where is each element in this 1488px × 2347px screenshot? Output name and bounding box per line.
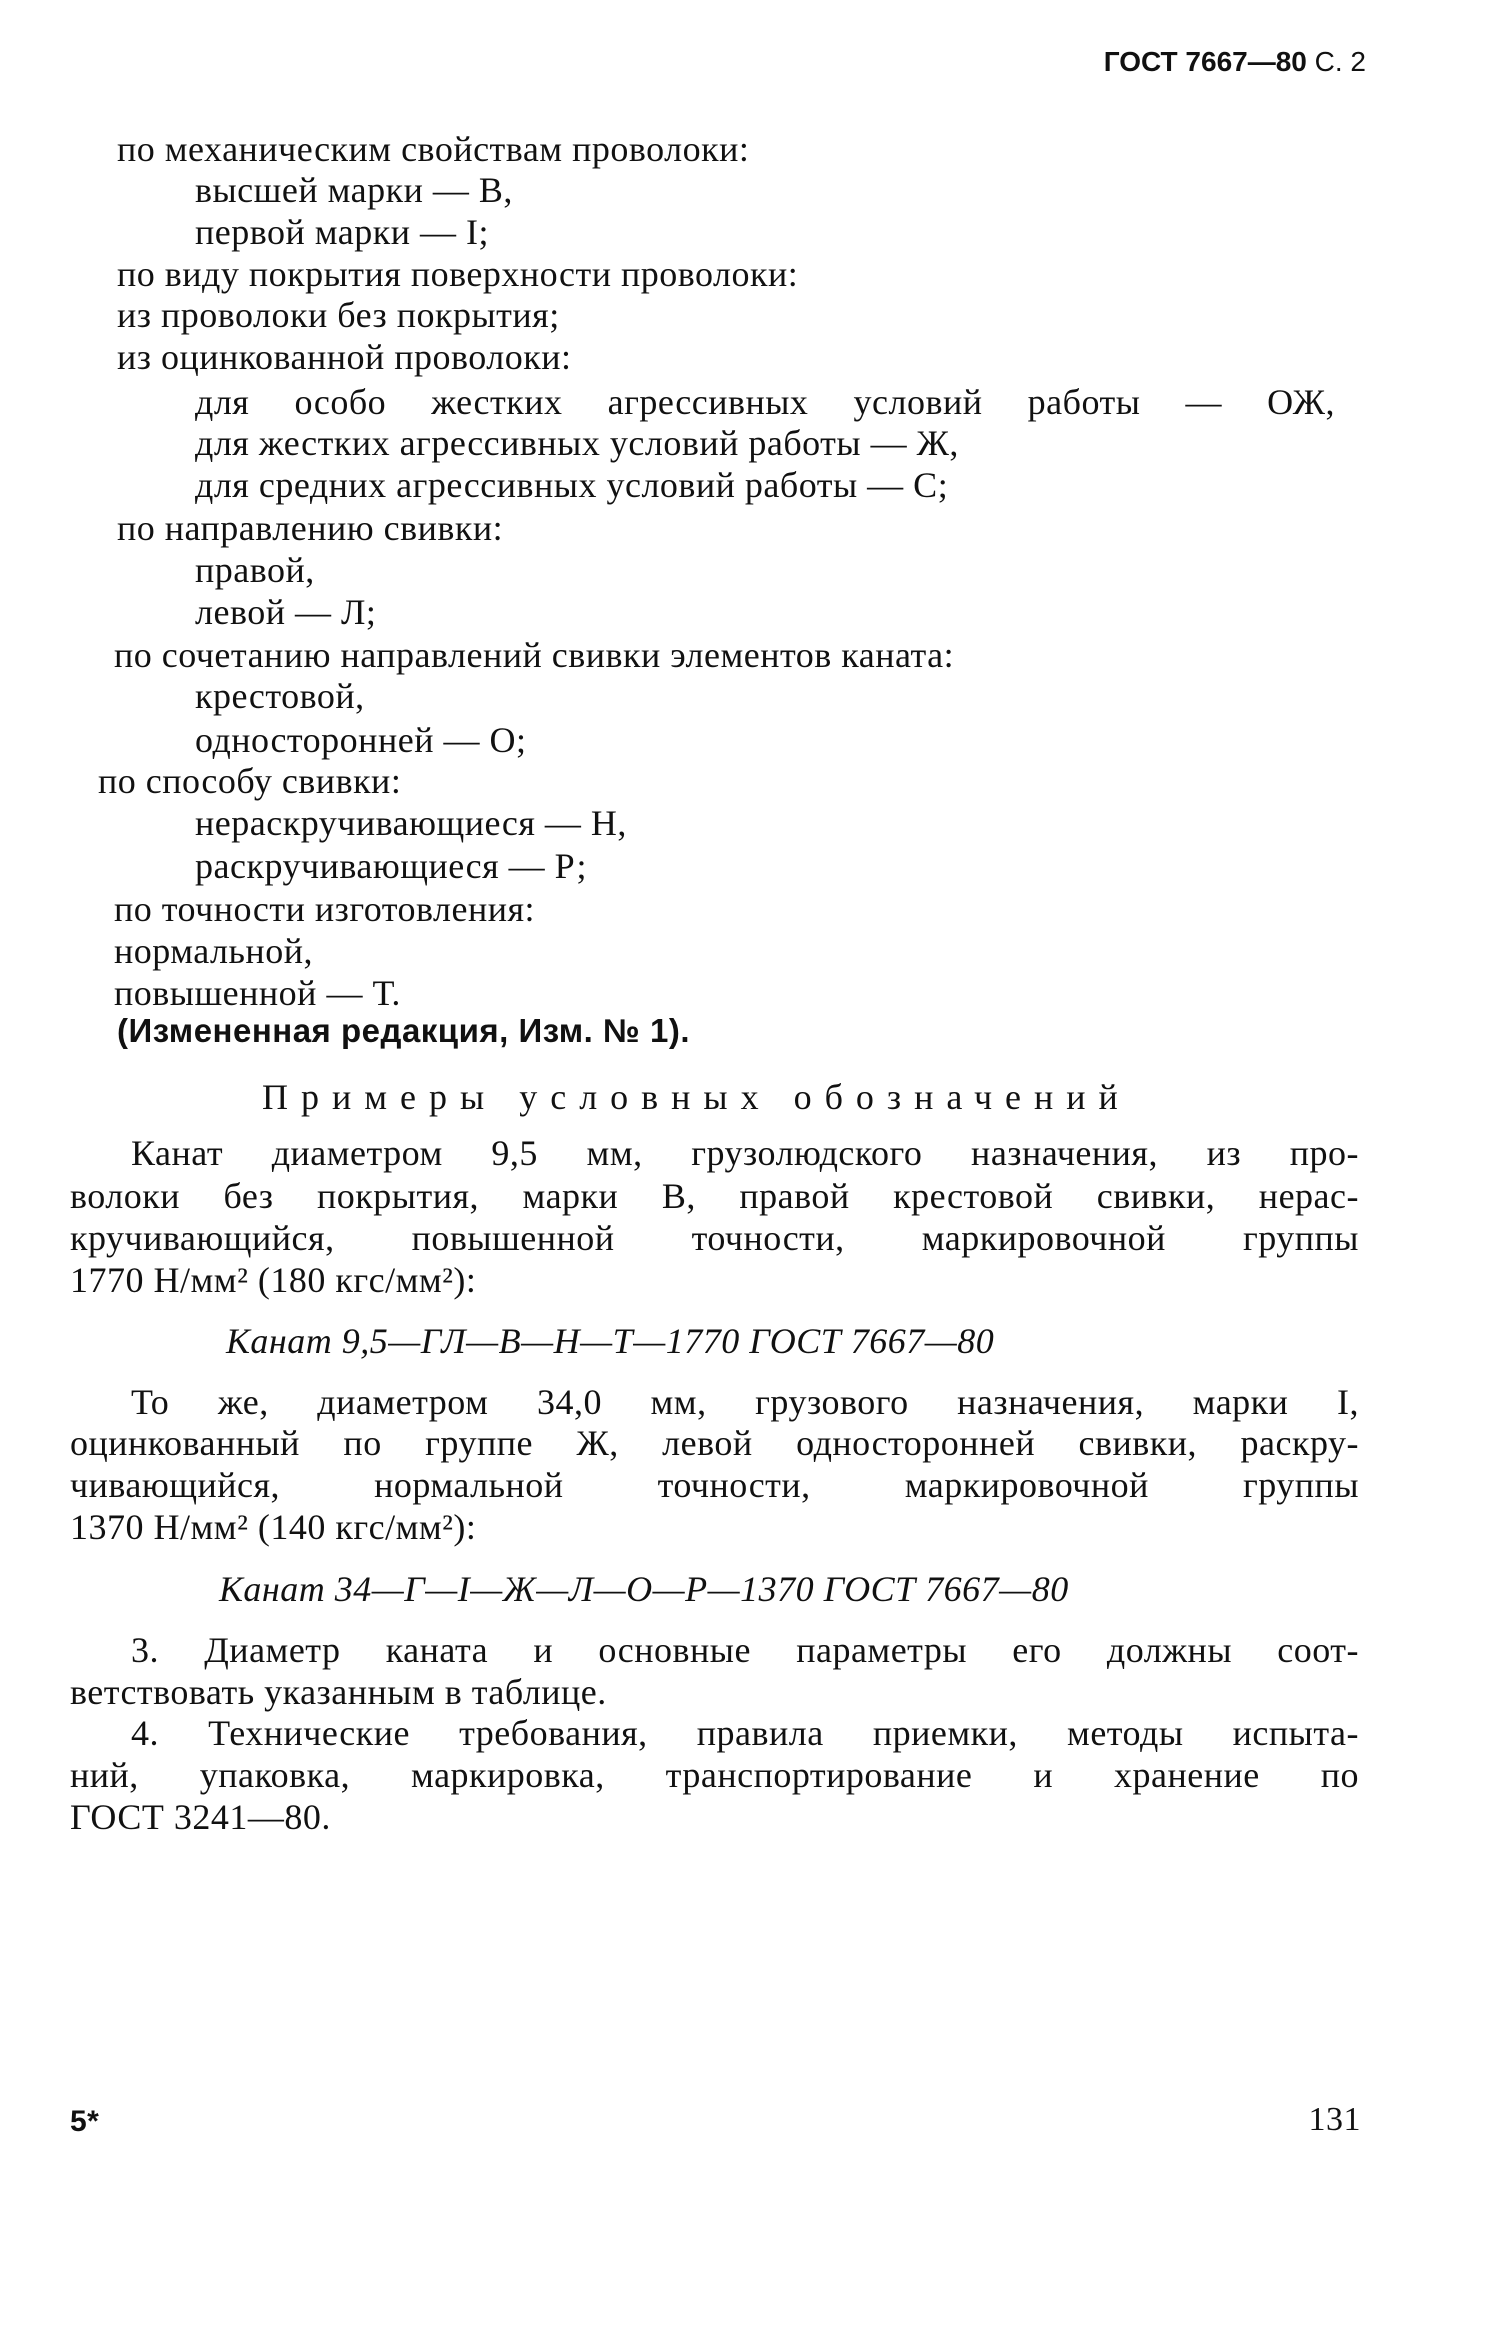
list-item: по точности изготовления: (114, 889, 536, 929)
designation-example: Канат 34—Г—I—Ж—Л—О—Р—1370 ГОСТ 7667—80 (219, 1569, 1069, 1609)
paragraph-line: 4. Технические требования, правила приемки, методы испыта- (131, 1713, 1359, 1753)
paragraph-line: 1770 Н/мм² (180 кгс/мм²): (70, 1260, 477, 1300)
paragraph-line: оцинкованный по группе Ж, левой односторонней свивки, раскру- (70, 1423, 1359, 1463)
designation-example: Канат 9,5—ГЛ—В—Н—Т—1770 ГОСТ 7667—80 (226, 1321, 995, 1361)
paragraph-line: волоки без покрытия, марки В, правой крестовой свивки, нерас- (70, 1176, 1359, 1216)
list-item: высшей марки — В, (195, 170, 513, 210)
signature-mark: 5* (70, 2105, 100, 2138)
page-label: С. 2 (1314, 46, 1366, 77)
paragraph-line: кручивающийся, повышенной точности, маркировочной группы (70, 1218, 1359, 1258)
list-item: левой — Л; (195, 592, 377, 632)
list-item: нераскручивающиеся — Н, (195, 803, 627, 843)
list-item: для средних агрессивных условий работы — С; (195, 465, 949, 505)
running-header (1104, 46, 1366, 78)
list-item: по способу свивки: (98, 761, 402, 801)
paragraph-line: ГОСТ 3241—80. (70, 1797, 331, 1837)
amendment-note: (Измененная редакция, Изм. № 1). (117, 1012, 690, 1049)
list-item: первой марки — I; (195, 212, 490, 252)
list-item: для особо жестких агрессивных условий работы — ОЖ, (195, 382, 1335, 422)
page-number: 131 (1308, 2101, 1361, 2138)
list-item: крестовой, (195, 676, 365, 716)
paragraph-line: То же, диаметром 34,0 мм, грузового назначения, марки I, (131, 1382, 1359, 1422)
list-item: раскручивающиеся — Р; (195, 846, 587, 886)
list-item: из проволоки без покрытия; (117, 295, 560, 335)
paragraph-line: 3. Диаметр каната и основные параметры его должны соот- (131, 1630, 1359, 1670)
paragraph-line: 1370 Н/мм² (140 кгс/мм²): (70, 1507, 477, 1547)
list-item: нормальной, (114, 931, 313, 971)
list-item: по механическим свойствам проволоки: (117, 129, 750, 169)
list-item: по сочетанию направлений свивки элементов каната: (114, 635, 955, 675)
standard-number: ГОСТ 7667—80 (1103, 46, 1307, 77)
list-item: по виду покрытия поверхности проволоки: (117, 254, 799, 294)
list-item: правой, (195, 550, 315, 590)
examples-heading: Примеры условных обозначений (262, 1077, 1131, 1117)
paragraph-line: Канат диаметром 9,5 мм, грузолюдского назначения, из про- (131, 1133, 1359, 1173)
list-item: односторонней — О; (195, 720, 527, 760)
list-item: из оцинкованной проволоки: (117, 337, 572, 377)
paragraph-line: ветствовать указанным в таблице. (70, 1672, 607, 1712)
paragraph-line: чивающийся, нормальной точности, маркировочной группы (70, 1465, 1359, 1505)
list-item: повышенной — Т. (114, 973, 401, 1013)
list-item: для жестких агрессивных условий работы — Ж, (195, 423, 959, 463)
paragraph-line: ний, упаковка, маркировка, транспортирование и хранение по (70, 1755, 1359, 1795)
list-item: по направлению свивки: (117, 508, 504, 548)
